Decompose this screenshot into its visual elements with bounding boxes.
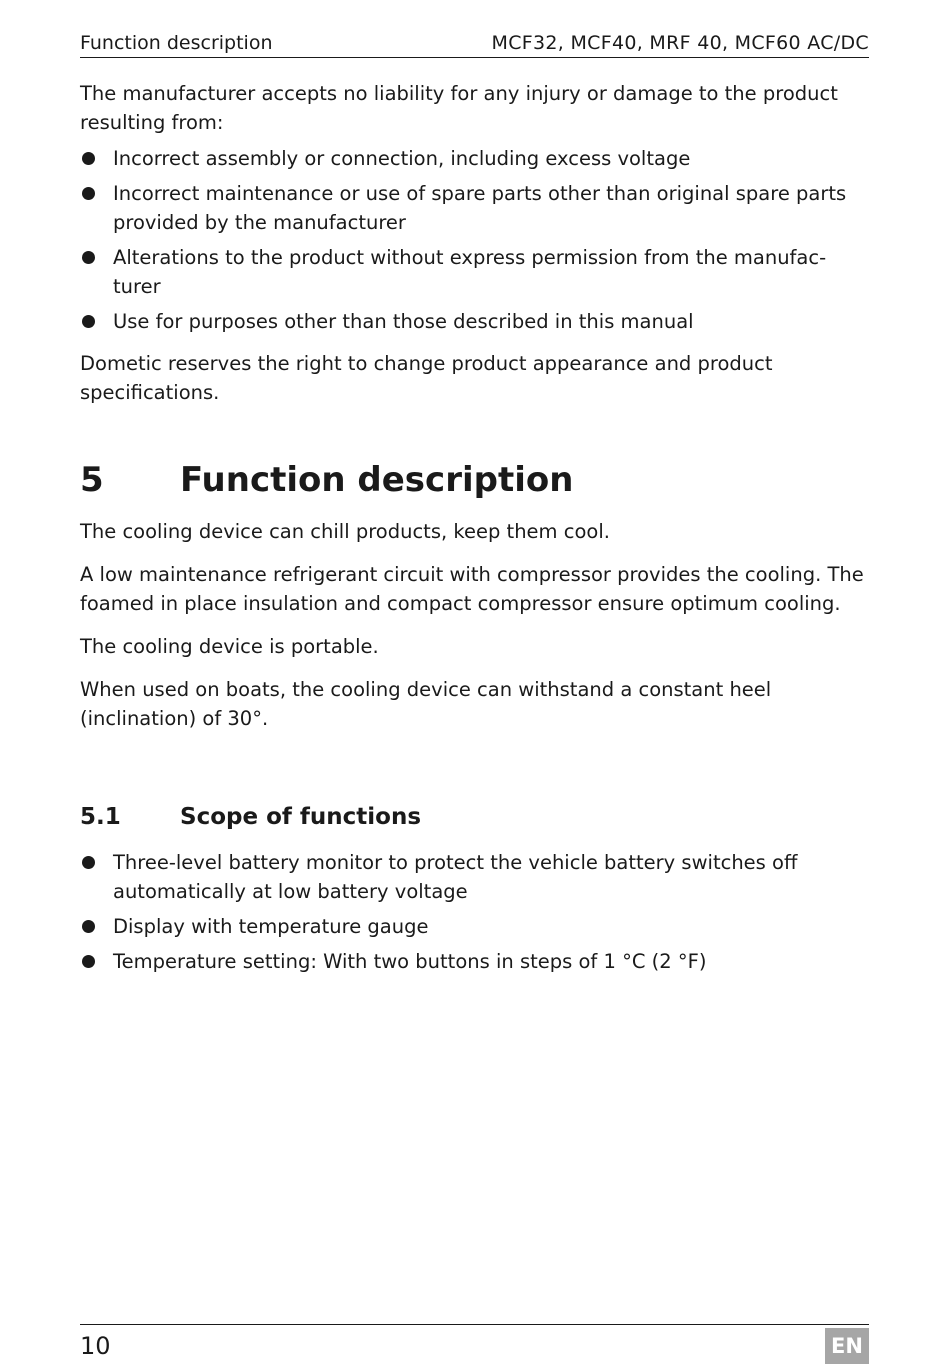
paragraph: The cooling device is portable. (80, 635, 379, 658)
scope-list (80, 848, 869, 976)
section-title: Function description (180, 460, 574, 500)
liability-list (80, 144, 869, 336)
header-section-title: Function description (80, 32, 273, 54)
bullet-icon (82, 251, 95, 264)
list-item: Incorrect maintenance or use of spare parts other than original spare parts provided by the manufacturer (80, 179, 869, 237)
section-title: Scope of functions (180, 804, 422, 830)
bullet-icon (82, 856, 95, 869)
bullet-icon (82, 187, 95, 200)
list-item: Display with temperature gauge (80, 912, 869, 941)
section-number: 5.1 (80, 804, 121, 830)
bullet-icon (82, 315, 95, 328)
scope-list-block (80, 848, 869, 976)
liability-block (80, 79, 869, 407)
page-header (80, 29, 869, 58)
header-model-list: MCF32, MCF40, MRF 40, MCF60 AC/DC (491, 32, 869, 54)
paragraph: The cooling device can chill products, keep them cool. (80, 520, 610, 543)
list-item: Use for purposes other than those described in this manual (80, 307, 869, 336)
bullet-icon (82, 152, 95, 165)
page-footer (80, 1324, 869, 1365)
bullet-icon (82, 920, 95, 933)
list-item: Temperature setting: With two buttons in steps of 1 °C (2 °F) (80, 947, 869, 976)
paragraph: A low maintenance refrigerant circuit with compressor provides the cooling. The foamed in place insulation and compact compressor ensure optimum cooling. (80, 563, 864, 615)
language-badge: EN (825, 1328, 869, 1364)
manual-page (80, 0, 869, 1364)
section-5-body (80, 517, 869, 733)
reserve-note: Dometic reserves the right to change product appearance and product specifications. (80, 352, 773, 404)
bullet-icon (82, 955, 95, 968)
paragraph: When used on boats, the cooling device can withstand a constant heel (inclination) of 30°. (80, 678, 772, 730)
section-number: 5 (80, 460, 104, 500)
list-item: Incorrect assembly or connection, including excess voltage (80, 144, 869, 173)
page-number: 10 (80, 1332, 111, 1360)
liability-intro: The manufacturer accepts no liability for any injury or damage to the product resulting from: (80, 82, 838, 134)
list-item: Alterations to the product without express permission from the manufac-turer (80, 243, 869, 301)
list-item: Three-level battery monitor to protect the vehicle battery switches off automatically at low battery voltage (80, 848, 869, 906)
